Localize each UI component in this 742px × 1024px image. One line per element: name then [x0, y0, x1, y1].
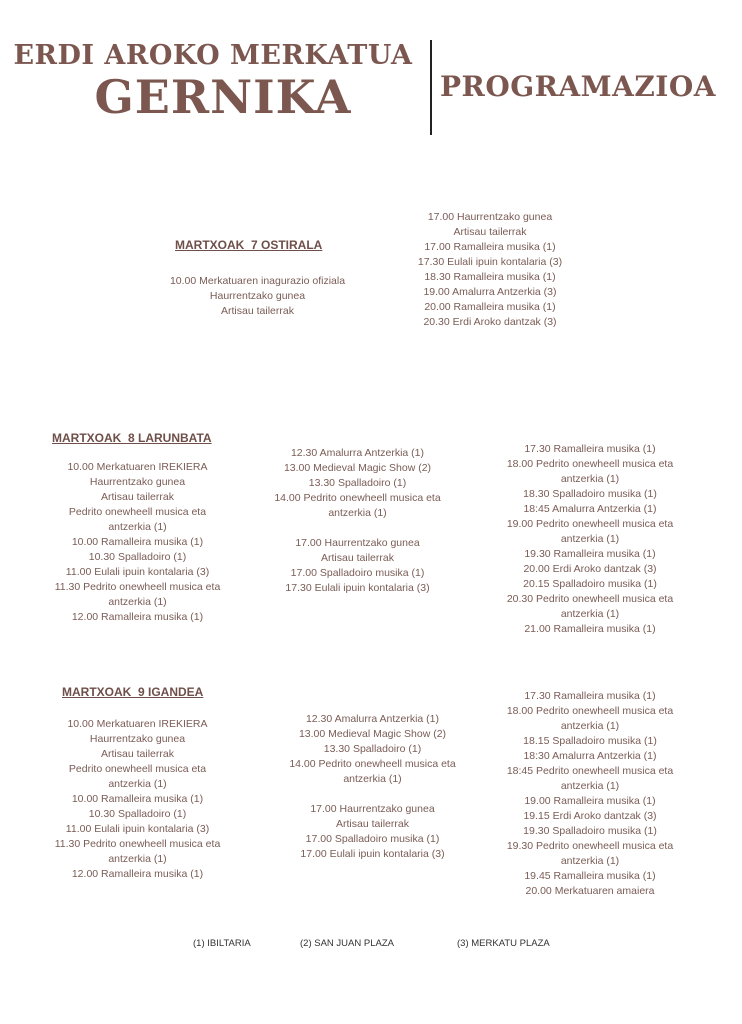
schedule-line: 19.00 Ramalleira musika (1) — [524, 795, 656, 807]
schedule-line: 18.15 Spalladoiro musika (1) — [523, 735, 657, 747]
schedule-line: antzerkia (1) — [560, 608, 620, 620]
schedule-line: 17.00 Ramalleira musika (1) — [424, 241, 556, 253]
schedule-line: 18.00 Pedrito onewheell musica eta — [506, 705, 674, 717]
schedule-line: 20.30 Pedrito onewheell musica eta — [506, 593, 674, 605]
schedule-line: Haurrentzako gunea — [89, 733, 186, 745]
day2-col2 — [260, 446, 455, 596]
schedule-line: Haurrentzako gunea — [89, 476, 186, 488]
schedule-line: antzerkia (1) — [560, 780, 620, 792]
day3-col2 — [275, 712, 470, 862]
schedule-line: 17.00 Spalladoiro musika (1) — [290, 567, 425, 579]
schedule-line: 18.30 Ramalleira musika (1) — [424, 271, 556, 283]
schedule-line: 17.30 Ramalleira musika (1) — [524, 443, 656, 455]
day3-heading: MARTXOAK_9 IGANDEA — [62, 685, 204, 699]
schedule-line: 13.30 Spalladoiro (1) — [308, 477, 407, 489]
schedule-line: antzerkia (1) — [560, 533, 620, 545]
schedule-line: 12.30 Amalurra Antzerkia (1) — [305, 713, 440, 725]
day3-col1 — [30, 717, 245, 882]
schedule-line: Artisau tailerrak — [221, 305, 294, 317]
schedule-line: Artisau tailerrak — [101, 748, 174, 760]
schedule-line: 20.00 Erdi Aroko dantzak (3) — [523, 563, 657, 575]
day2-col3 — [480, 442, 700, 637]
schedule-line: 10.30 Spalladoiro (1) — [88, 551, 187, 563]
schedule-line: 18.00 Pedrito onewheell musica eta — [506, 458, 674, 470]
schedule-line: 19.30 Pedrito onewheell musica eta — [506, 840, 674, 852]
schedule-line: 14.00 Pedrito onewheell musica eta — [289, 758, 456, 770]
schedule-line: antzerkia (1) — [328, 507, 387, 519]
day3-col3 — [480, 689, 700, 899]
schedule-line — [260, 521, 455, 536]
schedule-line: antzerkia (1) — [560, 473, 620, 485]
schedule-line: Artisau tailerrak — [321, 552, 394, 564]
schedule-line: 17.00 Spalladoiro musika (1) — [305, 833, 440, 845]
schedule-line: 10.00 Merkatuaren inagurazio ofiziala — [169, 275, 346, 287]
schedule-line: Haurrentzako gunea — [209, 290, 306, 302]
schedule-line: 17.30 Eulali ipuin kontalaria (3) — [285, 582, 430, 594]
schedule-line: 11.30 Pedrito onewheell musica eta — [54, 838, 221, 850]
schedule-line: 13.30 Spalladoiro (1) — [323, 743, 422, 755]
schedule-line: Artisau tailerrak — [453, 226, 527, 238]
schedule-line: 10.00 Merkatuaren IREKIERA — [67, 461, 208, 473]
schedule-line: 17.00 Haurrentzako gunea — [310, 803, 435, 815]
schedule-line: 18:45 Pedrito onewheell musica eta — [506, 765, 674, 777]
schedule-line: antzerkia (1) — [560, 855, 620, 867]
schedule-line: antzerkia (1) — [560, 720, 620, 732]
schedule-line: 12.00 Ramalleira musika (1) — [71, 611, 204, 623]
title-line-1: ERDI AROKO MERKATUA — [13, 40, 413, 71]
schedule-line: 19.45 Ramalleira musika (1) — [524, 870, 656, 882]
schedule-line: 20.30 Erdi Aroko dantzak (3) — [423, 316, 557, 328]
schedule-line: 19.30 Spalladoiro musika (1) — [523, 825, 657, 837]
schedule-line: 21.00 Ramalleira musika (1) — [524, 623, 656, 635]
schedule-line: Artisau tailerrak — [336, 818, 409, 830]
title-line-2: GERNIKA — [94, 70, 352, 124]
day1-col1 — [130, 274, 385, 319]
schedule-line: 19.30 Ramalleira musika (1) — [524, 548, 656, 560]
schedule-line: 17.30 Ramalleira musika (1) — [524, 690, 656, 702]
schedule-line: 20.00 Merkatuaren amaiera — [525, 885, 655, 897]
schedule-line: 17.00 Haurrentzako gunea — [427, 211, 553, 223]
schedule-line: Pedrito onewheell musica eta — [68, 506, 207, 518]
schedule-line: 17.00 Eulali ipuin kontalaria (3) — [300, 848, 445, 860]
schedule-line — [275, 787, 470, 802]
schedule-line: 10.00 Merkatuaren IREKIERA — [67, 718, 208, 730]
schedule-line: 19.00 Pedrito onewheell musica eta — [506, 518, 674, 530]
header-divider — [430, 40, 432, 135]
schedule-line: 14.00 Pedrito onewheell musica eta — [274, 492, 441, 504]
schedule-line: 13.00 Medieval Magic Show (2) — [283, 462, 432, 474]
schedule-line: 13.00 Medieval Magic Show (2) — [298, 728, 447, 740]
schedule-line: antzerkia (1) — [108, 853, 167, 865]
schedule-line: 17.30 Eulali ipuin kontalaria (3) — [417, 256, 563, 268]
schedule-line: 11.30 Pedrito onewheell musica eta — [54, 581, 221, 593]
schedule-line: 19.15 Erdi Aroko dantzak (3) — [523, 810, 657, 822]
schedule-line: antzerkia (1) — [108, 521, 167, 533]
schedule-line: Artisau tailerrak — [101, 491, 174, 503]
title-right: PROGRAMAZIOA — [440, 70, 716, 103]
schedule-line: 20.15 Spalladoiro musika (1) — [523, 578, 657, 590]
schedule-line: Pedrito onewheell musica eta — [68, 763, 207, 775]
schedule-line: 19.00 Amalurra Antzerkia (3) — [423, 286, 557, 298]
schedule-line: 11.00 Eulali ipuin kontalaria (3) — [65, 823, 210, 835]
schedule-line: 10.30 Spalladoiro (1) — [88, 808, 187, 820]
schedule-line: antzerkia (1) — [343, 773, 402, 785]
day2-heading: MARTXOAK_8 LARUNBATA — [52, 431, 212, 445]
schedule-line: 18:45 Amalurra Antzerkia (1) — [523, 503, 657, 515]
schedule-line: 18:30 Amalurra Antzerkia (1) — [523, 750, 657, 762]
legend-3: (3) MERKATU PLAZA — [457, 938, 550, 949]
schedule-line: 10.00 Ramalleira musika (1) — [71, 536, 204, 548]
schedule-line: antzerkia (1) — [108, 596, 167, 608]
schedule-line: 20.00 Ramalleira musika (1) — [424, 301, 556, 313]
schedule-line: 18.30 Spalladoiro musika (1) — [523, 488, 657, 500]
schedule-line: 17.00 Haurrentzako gunea — [295, 537, 420, 549]
legend-2: (2) SAN JUAN PLAZA — [300, 938, 394, 949]
schedule-line: 12.00 Ramalleira musika (1) — [71, 868, 204, 880]
schedule-line: 12.30 Amalurra Antzerkia (1) — [290, 447, 425, 459]
legend-1: (1) IBILTARIA — [193, 938, 251, 949]
day1-col2 — [400, 210, 580, 330]
day1-heading: MARTXOAK_7 OSTIRALA — [175, 238, 323, 252]
schedule-line: 11.00 Eulali ipuin kontalaria (3) — [65, 566, 210, 578]
day2-col1 — [30, 460, 245, 625]
schedule-line: antzerkia (1) — [108, 778, 167, 790]
schedule-line: 10.00 Ramalleira musika (1) — [71, 793, 204, 805]
